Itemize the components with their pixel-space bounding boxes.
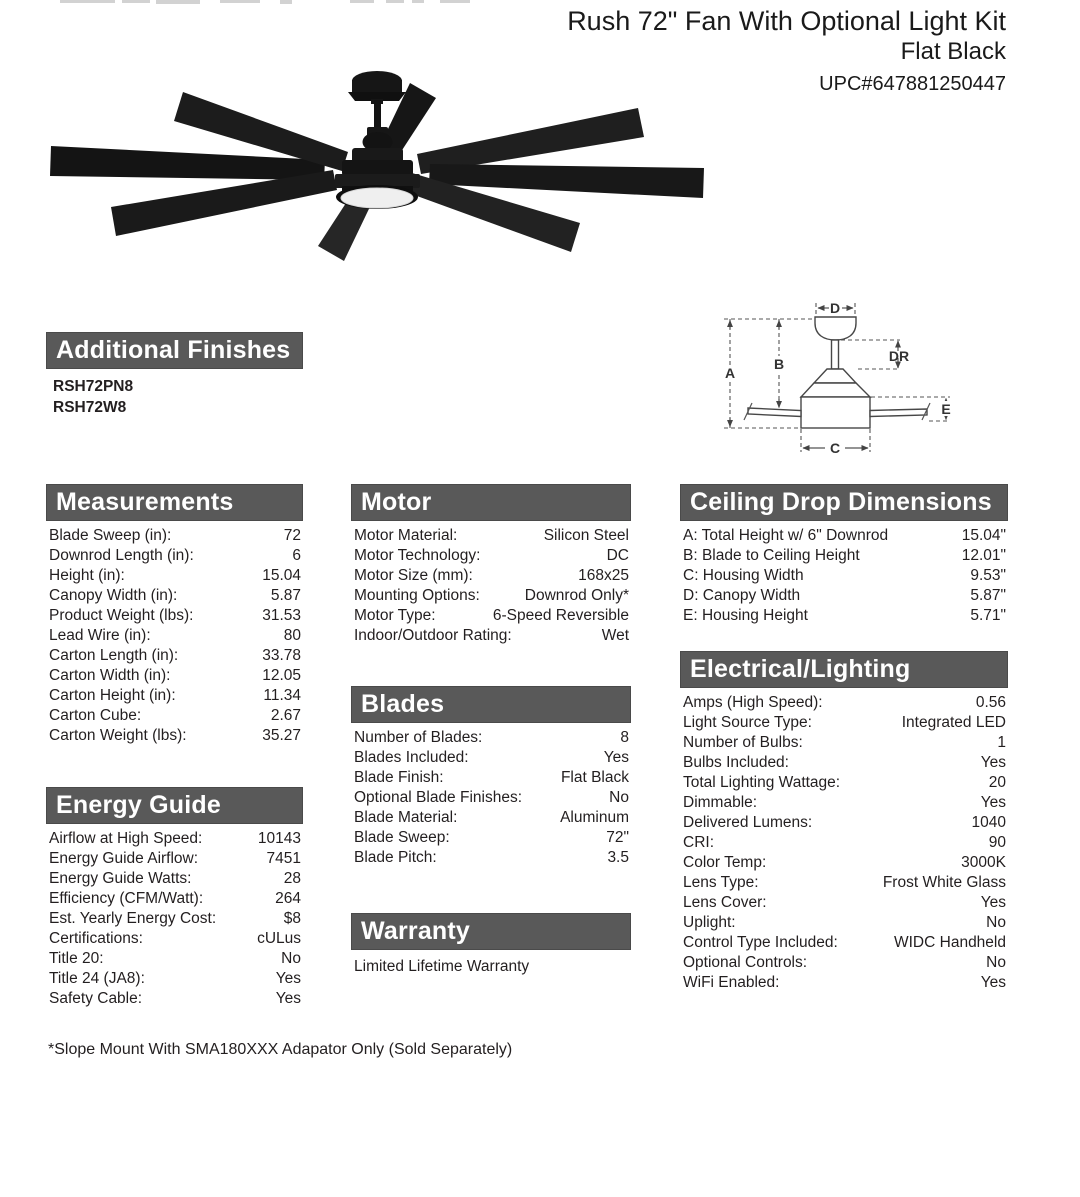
spec-value: Frost White Glass bbox=[882, 874, 1006, 891]
spec-label: Number of Blades: bbox=[354, 729, 483, 746]
spec-label: Total Lighting Wattage: bbox=[683, 774, 841, 791]
spec-row bbox=[680, 853, 1008, 873]
spec-label: Delivered Lumens: bbox=[683, 814, 813, 831]
spec-value: 80 bbox=[283, 627, 301, 644]
spec-label: Light Source Type: bbox=[683, 714, 812, 731]
spec-label: Energy Guide Airflow: bbox=[49, 850, 199, 867]
spec-label: Color Temp: bbox=[683, 854, 767, 871]
dim-label-d: D bbox=[829, 300, 841, 316]
blades-table bbox=[351, 728, 631, 868]
page-title: Rush 72" Fan With Optional Light Kit bbox=[567, 6, 1006, 36]
spec-row bbox=[680, 733, 1008, 753]
spec-value: 168x25 bbox=[578, 567, 629, 584]
spec-value: Integrated LED bbox=[901, 714, 1006, 731]
spec-value: 28 bbox=[283, 870, 301, 887]
spec-label: Bulbs Included: bbox=[683, 754, 789, 771]
spec-label: B: Blade to Ceiling Height bbox=[683, 547, 860, 564]
spec-label: Number of Bulbs: bbox=[683, 734, 803, 751]
spec-row bbox=[46, 989, 303, 1009]
spec-label: A: Total Height w/ 6" Downrod bbox=[683, 527, 889, 544]
spec-value: 7451 bbox=[266, 850, 301, 867]
electrical-lighting-table bbox=[680, 693, 1008, 993]
spec-value: 6-Speed Reversible bbox=[492, 607, 629, 624]
spec-label: Certifications: bbox=[49, 930, 143, 947]
upc-code: UPC#647881250447 bbox=[819, 73, 1006, 95]
spec-row bbox=[46, 869, 303, 889]
spec-label: Blade Material: bbox=[354, 809, 458, 826]
spec-label: Carton Height (in): bbox=[49, 687, 176, 704]
spec-row bbox=[680, 973, 1008, 993]
spec-label: Indoor/Outdoor Rating: bbox=[354, 627, 512, 644]
spec-value: 1 bbox=[997, 734, 1006, 751]
spec-label: E: Housing Height bbox=[683, 607, 808, 624]
spec-value: $8 bbox=[283, 910, 301, 927]
spec-row bbox=[680, 566, 1008, 586]
spec-row bbox=[351, 626, 631, 646]
spec-value: No bbox=[986, 914, 1006, 931]
warranty-section bbox=[351, 913, 631, 977]
electrical-lighting-section bbox=[680, 651, 1008, 993]
spec-row bbox=[680, 793, 1008, 813]
spec-value: 12.01" bbox=[961, 547, 1006, 564]
spec-label: Motor Size (mm): bbox=[354, 567, 473, 584]
finish-name: Flat Black bbox=[900, 38, 1006, 65]
spec-label: Uplight: bbox=[683, 914, 736, 931]
spec-value: WIDC Handheld bbox=[894, 934, 1006, 951]
spec-label: Carton Cube: bbox=[49, 707, 142, 724]
spec-row bbox=[680, 833, 1008, 853]
spec-row bbox=[351, 526, 631, 546]
spec-row bbox=[680, 606, 1008, 626]
spec-label: Carton Weight (lbs): bbox=[49, 727, 187, 744]
spec-value: 5.87" bbox=[970, 587, 1006, 604]
spec-row bbox=[46, 626, 303, 646]
spec-row bbox=[680, 753, 1008, 773]
spec-row bbox=[351, 748, 631, 768]
spec-row bbox=[46, 546, 303, 566]
spec-row bbox=[351, 808, 631, 828]
spec-value: 5.71" bbox=[970, 607, 1006, 624]
spec-label: D: Canopy Width bbox=[683, 587, 801, 604]
motor-section bbox=[351, 484, 631, 646]
spec-label: Canopy Width (in): bbox=[49, 587, 178, 604]
product-image-fan bbox=[40, 55, 720, 270]
spec-value: 6 bbox=[292, 547, 301, 564]
spec-row bbox=[680, 773, 1008, 793]
spec-label: Blades Included: bbox=[354, 749, 469, 766]
spec-row bbox=[351, 546, 631, 566]
spec-row bbox=[680, 933, 1008, 953]
spec-row bbox=[680, 813, 1008, 833]
spec-value: 264 bbox=[275, 890, 301, 907]
spec-value: 31.53 bbox=[262, 607, 301, 624]
spec-row bbox=[46, 526, 303, 546]
spec-row bbox=[351, 586, 631, 606]
spec-row bbox=[351, 566, 631, 586]
spec-row bbox=[680, 713, 1008, 733]
spec-label: Title 24 (JA8): bbox=[49, 970, 145, 987]
spec-value: 8 bbox=[620, 729, 629, 746]
blades-heading: Blades bbox=[351, 686, 631, 723]
spec-label: Airflow at High Speed: bbox=[49, 830, 203, 847]
spec-row bbox=[680, 693, 1008, 713]
energy-guide-heading: Energy Guide bbox=[46, 787, 303, 824]
spec-label: Motor Type: bbox=[354, 607, 436, 624]
spec-row bbox=[351, 828, 631, 848]
spec-value: 2.67 bbox=[270, 707, 301, 724]
spec-label: Dimmable: bbox=[683, 794, 758, 811]
spec-row bbox=[351, 788, 631, 808]
spec-value: 20 bbox=[988, 774, 1006, 791]
spec-value: 15.04" bbox=[961, 527, 1006, 544]
spec-row bbox=[351, 728, 631, 748]
spec-row bbox=[46, 646, 303, 666]
spec-value: 15.04 bbox=[262, 567, 301, 584]
finish-item: RSH72W8 bbox=[53, 399, 127, 416]
spec-value: 9.53" bbox=[970, 567, 1006, 584]
spec-value: No bbox=[281, 950, 301, 967]
spec-row bbox=[351, 606, 631, 626]
spec-value: 5.87 bbox=[270, 587, 301, 604]
spec-label: Motor Material: bbox=[354, 527, 458, 544]
spec-label: Mounting Options: bbox=[354, 587, 480, 604]
spec-label: Blade Sweep (in): bbox=[49, 527, 172, 544]
spec-label: WiFi Enabled: bbox=[683, 974, 780, 991]
spec-row bbox=[46, 849, 303, 869]
ceiling-drop-heading: Ceiling Drop Dimensions bbox=[680, 484, 1008, 521]
spec-value: cULus bbox=[257, 930, 301, 947]
spec-label: Lead Wire (in): bbox=[49, 627, 151, 644]
spec-value: Flat Black bbox=[560, 769, 629, 786]
spec-row bbox=[680, 546, 1008, 566]
spec-row bbox=[46, 606, 303, 626]
dim-label-dr: DR bbox=[888, 348, 910, 364]
spec-row bbox=[680, 526, 1008, 546]
cropped-logo-artifact bbox=[50, 0, 470, 7]
spec-row bbox=[680, 913, 1008, 933]
spec-value: Downrod Only* bbox=[524, 587, 629, 604]
spec-value: 33.78 bbox=[262, 647, 301, 664]
spec-label: Blade Finish: bbox=[354, 769, 444, 786]
spec-row bbox=[46, 889, 303, 909]
warranty-note: Limited Lifetime Warranty bbox=[354, 958, 530, 975]
spec-label: Carton Length (in): bbox=[49, 647, 179, 664]
spec-row bbox=[351, 848, 631, 868]
spec-label: Height (in): bbox=[49, 567, 125, 584]
spec-value: DC bbox=[606, 547, 629, 564]
additional-finishes-heading: Additional Finishes bbox=[46, 332, 303, 369]
spec-row bbox=[680, 586, 1008, 606]
spec-row bbox=[46, 949, 303, 969]
spec-value: 72 bbox=[283, 527, 301, 544]
warranty-heading: Warranty bbox=[351, 913, 631, 950]
ceiling-drop-section bbox=[680, 484, 1008, 626]
spec-value: Silicon Steel bbox=[543, 527, 629, 544]
dim-label-e: E bbox=[941, 401, 951, 417]
spec-value: 1040 bbox=[971, 814, 1006, 831]
measurements-section bbox=[46, 484, 303, 746]
spec-row bbox=[680, 953, 1008, 973]
dim-label-b: B bbox=[773, 356, 785, 372]
blades-section bbox=[351, 686, 631, 868]
spec-label: Safety Cable: bbox=[49, 990, 143, 1007]
spec-value: Yes bbox=[980, 974, 1006, 991]
motor-table bbox=[351, 526, 631, 646]
spec-value: 0.56 bbox=[975, 694, 1006, 711]
spec-value: 11.34 bbox=[263, 687, 301, 704]
spec-row bbox=[46, 909, 303, 929]
spec-label: Blade Pitch: bbox=[354, 849, 437, 866]
electrical-lighting-heading: Electrical/Lighting bbox=[680, 651, 1008, 688]
spec-row bbox=[46, 566, 303, 586]
spec-value: No bbox=[986, 954, 1006, 971]
spec-value: 3000K bbox=[961, 854, 1006, 871]
energy-guide-section bbox=[46, 787, 303, 1009]
spec-row bbox=[46, 706, 303, 726]
spec-row bbox=[46, 666, 303, 686]
ceiling-drop-table bbox=[680, 526, 1008, 626]
spec-label: Optional Controls: bbox=[683, 954, 808, 971]
spec-label: Lens Type: bbox=[683, 874, 759, 891]
spec-value: Yes bbox=[275, 990, 301, 1007]
dim-label-c: C bbox=[829, 440, 841, 456]
spec-row bbox=[351, 768, 631, 788]
spec-value: No bbox=[609, 789, 629, 806]
spec-label: Est. Yearly Energy Cost: bbox=[49, 910, 217, 927]
energy-guide-table bbox=[46, 829, 303, 1009]
spec-value: Yes bbox=[275, 970, 301, 987]
spec-label: Blade Sweep: bbox=[354, 829, 450, 846]
spec-row bbox=[46, 686, 303, 706]
spec-label: C: Housing Width bbox=[683, 567, 804, 584]
spec-value: Yes bbox=[603, 749, 629, 766]
spec-label: CRI: bbox=[683, 834, 714, 851]
spec-value: Wet bbox=[601, 627, 629, 644]
spec-label: Efficiency (CFM/Watt): bbox=[49, 890, 204, 907]
spec-label: Product Weight (lbs): bbox=[49, 607, 194, 624]
spec-label: Control Type Included: bbox=[683, 934, 838, 951]
dim-label-a: A bbox=[724, 365, 736, 381]
slope-mount-footnote: *Slope Mount With SMA180XXX Adapator Only (Sold Separately) bbox=[48, 1041, 513, 1058]
spec-value: Aluminum bbox=[560, 809, 629, 826]
spec-label: Energy Guide Watts: bbox=[49, 870, 192, 887]
spec-row bbox=[46, 829, 303, 849]
spec-label: Downrod Length (in): bbox=[49, 547, 194, 564]
spec-value: 90 bbox=[988, 834, 1006, 851]
spec-label: Motor Technology: bbox=[354, 547, 481, 564]
spec-row bbox=[46, 586, 303, 606]
dimension-diagram bbox=[698, 281, 1016, 469]
spec-value: Yes bbox=[980, 754, 1006, 771]
spec-row bbox=[46, 929, 303, 949]
measurements-heading: Measurements bbox=[46, 484, 303, 521]
additional-finishes-section bbox=[46, 332, 303, 418]
spec-label: Amps (High Speed): bbox=[683, 694, 823, 711]
measurements-table bbox=[46, 526, 303, 746]
spec-value: 35.27 bbox=[262, 727, 301, 744]
spec-row bbox=[46, 726, 303, 746]
spec-label: Optional Blade Finishes: bbox=[354, 789, 523, 806]
spec-value: Yes bbox=[980, 794, 1006, 811]
spec-label: Lens Cover: bbox=[683, 894, 767, 911]
spec-row bbox=[680, 893, 1008, 913]
spec-value: 10143 bbox=[257, 830, 301, 847]
spec-value: 12.05 bbox=[262, 667, 301, 684]
finish-item: RSH72PN8 bbox=[53, 378, 134, 395]
motor-heading: Motor bbox=[351, 484, 631, 521]
spec-value: Yes bbox=[980, 894, 1006, 911]
spec-row bbox=[46, 969, 303, 989]
spec-value: 72" bbox=[606, 829, 629, 846]
spec-label: Title 20: bbox=[49, 950, 104, 967]
spec-value: 3.5 bbox=[607, 849, 629, 866]
additional-finishes-list bbox=[46, 376, 303, 418]
spec-row bbox=[680, 873, 1008, 893]
spec-label: Carton Width (in): bbox=[49, 667, 171, 684]
